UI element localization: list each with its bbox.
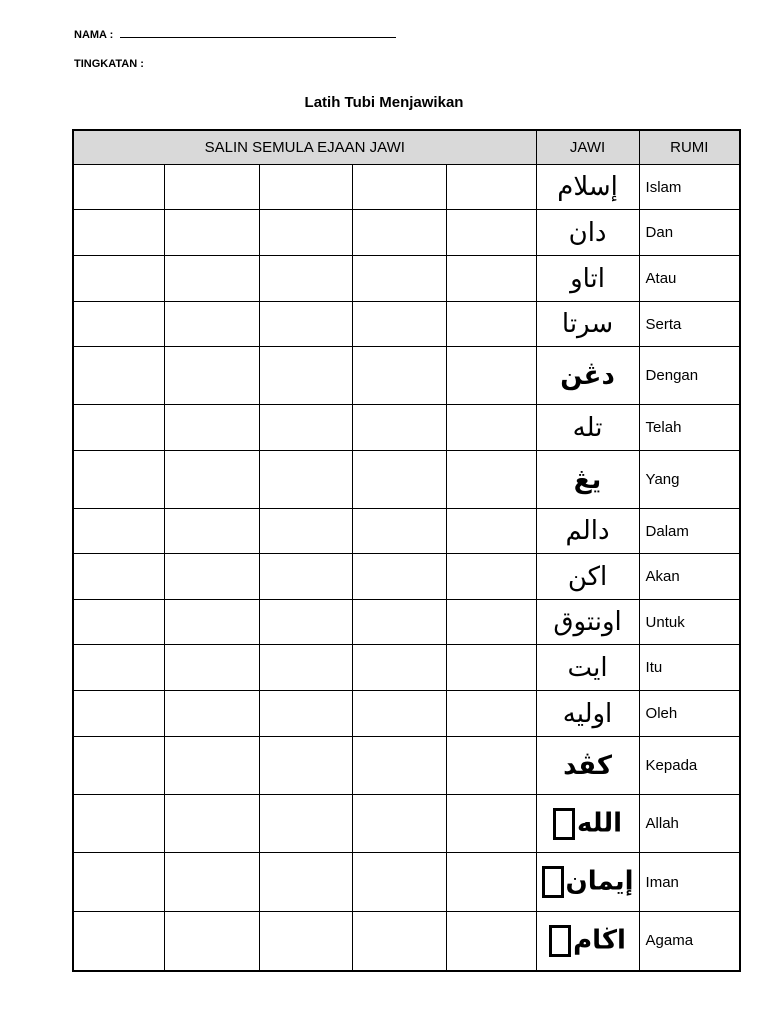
- copy-cell[interactable]: [259, 165, 352, 210]
- copy-cell[interactable]: [259, 405, 352, 451]
- copy-cell[interactable]: [259, 912, 352, 971]
- jawi-cell: [536, 795, 639, 853]
- copy-cell[interactable]: [164, 912, 259, 971]
- copy-cell[interactable]: [259, 795, 352, 853]
- copy-cell[interactable]: [73, 853, 164, 912]
- jawi-cell: [536, 600, 639, 645]
- copy-cell[interactable]: [73, 912, 164, 971]
- copy-cell[interactable]: [164, 451, 259, 509]
- copy-cell[interactable]: [259, 600, 352, 645]
- copy-cell[interactable]: [259, 509, 352, 554]
- copy-cell[interactable]: [259, 210, 352, 256]
- jawi-cell: [536, 912, 639, 971]
- salin-header: SALIN SEMULA EJAAN JAWI: [73, 130, 536, 165]
- copy-cell[interactable]: [164, 347, 259, 405]
- copy-cell[interactable]: [73, 737, 164, 795]
- copy-cell[interactable]: [73, 347, 164, 405]
- copy-cell[interactable]: [446, 600, 536, 645]
- copy-cell[interactable]: [446, 645, 536, 691]
- jawi-word: ايت: [567, 652, 608, 683]
- jawi-word: إسلام: [557, 172, 618, 202]
- jawi-cell: [536, 256, 639, 302]
- jawi-word: اوليه: [562, 698, 613, 729]
- copy-cell[interactable]: [446, 451, 536, 509]
- jawi-cell: [536, 302, 639, 347]
- copy-cell[interactable]: [352, 256, 446, 302]
- rumi-cell: Kepada: [639, 737, 740, 795]
- rumi-cell: Iman: [639, 853, 740, 912]
- copy-cell[interactable]: [73, 645, 164, 691]
- rumi-cell: Allah: [639, 795, 740, 853]
- copy-cell[interactable]: [446, 554, 536, 600]
- rumi-header: RUMI: [639, 130, 740, 165]
- table-row: [73, 347, 740, 405]
- table-row: [73, 165, 740, 210]
- jawi-cell: [536, 405, 639, 451]
- jawi-word: اڬام: [573, 925, 626, 956]
- copy-cell[interactable]: [164, 737, 259, 795]
- jawi-word: كڤد: [563, 750, 612, 781]
- copy-cell[interactable]: [446, 405, 536, 451]
- table-row: [73, 600, 740, 645]
- table-row: [73, 737, 740, 795]
- copy-cell[interactable]: [446, 737, 536, 795]
- jawi-cell: [536, 645, 639, 691]
- table-row: [73, 554, 740, 600]
- copy-cell[interactable]: [352, 554, 446, 600]
- copy-cell[interactable]: [259, 347, 352, 405]
- nama-underline[interactable]: [120, 27, 396, 38]
- rumi-cell: Islam: [639, 165, 740, 210]
- jawi-cell: [536, 509, 639, 554]
- jawi-cell: [536, 165, 639, 210]
- checkbox-mark: [549, 925, 571, 957]
- jawi-cell: [536, 691, 639, 737]
- jawi-word: دالم: [565, 516, 610, 546]
- rumi-cell: Dan: [639, 210, 740, 256]
- table-row: [73, 405, 740, 451]
- copy-cell[interactable]: [73, 210, 164, 256]
- copy-cell[interactable]: [446, 509, 536, 554]
- nama-label: NAMA :: [74, 29, 114, 41]
- nama-field[interactable]: [74, 27, 396, 41]
- copy-cell[interactable]: [259, 691, 352, 737]
- jawi-header: JAWI: [536, 130, 639, 165]
- copy-cell[interactable]: [352, 853, 446, 912]
- copy-cell[interactable]: [73, 165, 164, 210]
- copy-cell[interactable]: [73, 795, 164, 853]
- copy-cell[interactable]: [164, 256, 259, 302]
- copy-cell[interactable]: [352, 600, 446, 645]
- copy-cell[interactable]: [446, 165, 536, 210]
- jawi-word: دان: [568, 217, 607, 248]
- jawi-cell: [536, 451, 639, 509]
- copy-cell[interactable]: [446, 795, 536, 853]
- table-row: [73, 451, 740, 509]
- copy-cell[interactable]: [352, 737, 446, 795]
- rumi-cell: Telah: [639, 405, 740, 451]
- rumi-cell: Dengan: [639, 347, 740, 405]
- table-row: [73, 795, 740, 853]
- copy-cell[interactable]: [446, 691, 536, 737]
- copy-cell[interactable]: [259, 451, 352, 509]
- jawi-word: اتاو: [570, 263, 606, 294]
- rumi-cell: Serta: [639, 302, 740, 347]
- rumi-cell: Oleh: [639, 691, 740, 737]
- copy-cell[interactable]: [352, 451, 446, 509]
- copy-cell[interactable]: [352, 405, 446, 451]
- copy-cell[interactable]: [259, 645, 352, 691]
- copy-cell[interactable]: [352, 509, 446, 554]
- rumi-cell: Dalam: [639, 509, 740, 554]
- copy-cell[interactable]: [446, 210, 536, 256]
- copy-cell[interactable]: [73, 509, 164, 554]
- jawi-cell: [536, 737, 639, 795]
- copy-cell[interactable]: [164, 600, 259, 645]
- copy-cell[interactable]: [73, 451, 164, 509]
- worksheet-table: [72, 129, 741, 972]
- copy-cell[interactable]: [446, 347, 536, 405]
- copy-cell[interactable]: [73, 256, 164, 302]
- rumi-cell: Akan: [639, 554, 740, 600]
- tingkatan-field[interactable]: [74, 58, 144, 70]
- copy-cell[interactable]: [164, 795, 259, 853]
- copy-cell[interactable]: [164, 302, 259, 347]
- copy-cell[interactable]: [352, 165, 446, 210]
- copy-cell[interactable]: [164, 853, 259, 912]
- copy-cell[interactable]: [446, 912, 536, 971]
- jawi-cell: [536, 347, 639, 405]
- rumi-cell: Itu: [639, 645, 740, 691]
- copy-cell[interactable]: [164, 691, 259, 737]
- jawi-word: دڠن: [560, 360, 615, 391]
- copy-cell[interactable]: [352, 302, 446, 347]
- copy-cell[interactable]: [164, 165, 259, 210]
- table-row: [73, 302, 740, 347]
- copy-cell[interactable]: [352, 347, 446, 405]
- jawi-cell: [536, 853, 639, 912]
- copy-cell[interactable]: [352, 210, 446, 256]
- copy-cell[interactable]: [73, 302, 164, 347]
- table-header-row: [73, 130, 740, 165]
- jawi-word: اكن: [567, 561, 608, 592]
- jawi-word: اونتوق: [553, 607, 622, 637]
- copy-cell[interactable]: [164, 210, 259, 256]
- jawi-word: يڠ: [573, 464, 602, 495]
- table-row: [73, 912, 740, 971]
- rumi-cell: Yang: [639, 451, 740, 509]
- copy-cell[interactable]: [259, 554, 352, 600]
- table-row: [73, 509, 740, 554]
- jawi-cell: [536, 210, 639, 256]
- rumi-cell: Untuk: [639, 600, 740, 645]
- copy-cell[interactable]: [446, 302, 536, 347]
- copy-cell[interactable]: [259, 256, 352, 302]
- jawi-word: تله: [572, 412, 603, 443]
- copy-cell[interactable]: [259, 302, 352, 347]
- copy-cell[interactable]: [352, 795, 446, 853]
- tingkatan-label: TINGKATAN :: [74, 58, 144, 70]
- copy-cell[interactable]: [259, 853, 352, 912]
- table-row: [73, 853, 740, 912]
- rumi-cell: Agama: [639, 912, 740, 971]
- copy-cell[interactable]: [259, 737, 352, 795]
- copy-cell[interactable]: [352, 912, 446, 971]
- jawi-word: إيمان: [565, 866, 634, 897]
- copy-cell[interactable]: [352, 691, 446, 737]
- table-row: [73, 210, 740, 256]
- copy-cell[interactable]: [164, 405, 259, 451]
- copy-cell[interactable]: [446, 256, 536, 302]
- rumi-cell: Atau: [639, 256, 740, 302]
- table-row: [73, 645, 740, 691]
- copy-cell[interactable]: [352, 645, 446, 691]
- copy-cell[interactable]: [73, 554, 164, 600]
- jawi-word: الله: [577, 808, 623, 838]
- checkbox-mark: [553, 808, 575, 840]
- checkbox-mark: [542, 866, 564, 898]
- jawi-word: سرتا: [561, 309, 614, 339]
- copy-cell[interactable]: [164, 509, 259, 554]
- copy-cell[interactable]: [164, 645, 259, 691]
- table-row: [73, 256, 740, 302]
- copy-cell[interactable]: [73, 691, 164, 737]
- worksheet-title: Latih Tubi Menjawikan: [304, 94, 464, 111]
- copy-cell[interactable]: [73, 600, 164, 645]
- copy-cell[interactable]: [164, 554, 259, 600]
- copy-cell[interactable]: [73, 405, 164, 451]
- copy-cell[interactable]: [446, 853, 536, 912]
- jawi-cell: [536, 554, 639, 600]
- table-row: [73, 691, 740, 737]
